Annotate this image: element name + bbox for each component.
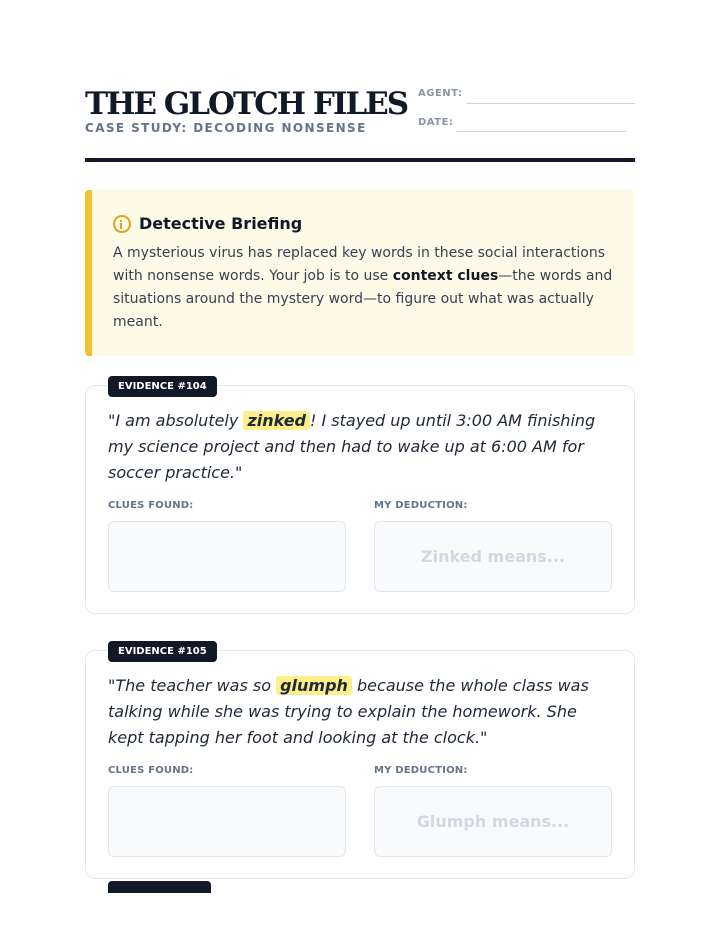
evidence-card xyxy=(85,381,635,614)
evidence-quote xyxy=(108,673,608,751)
agent-label: AGENT: xyxy=(418,88,463,99)
deduction-label: MY DEDUCTION: xyxy=(374,765,468,776)
clues-label: CLUES FOUND: xyxy=(108,765,194,776)
detective-briefing xyxy=(85,190,635,356)
clues-input[interactable] xyxy=(108,786,346,857)
date-label: DATE: xyxy=(418,117,454,128)
evidence-tag: EVIDENCE #105 xyxy=(108,641,217,662)
quote-text: "I am absolutely xyxy=(108,411,244,430)
quote-text: because the whole class was talking while she was trying to explain the homework. She kept tapping her foot and looking at the clock." xyxy=(108,676,589,747)
deduction-input[interactable]: Zinked means... xyxy=(374,521,612,592)
evidence-tag: EVIDENCE #104 xyxy=(108,376,217,397)
info-icon xyxy=(113,215,131,233)
date-field[interactable] xyxy=(457,131,626,132)
briefing-title: Detective Briefing xyxy=(139,214,303,233)
worksheet-header xyxy=(85,86,635,162)
page-title: THE GLOTCH FILES xyxy=(85,86,408,122)
briefing-text-part: A mysterious virus has replaced key words in these social interactions with nonsense words. Your job is to use xyxy=(113,245,606,284)
evidence-quote xyxy=(108,408,608,486)
briefing-text-part: —the words and situations around the mystery word—to figure out what was actually meant. xyxy=(113,268,613,330)
deduction-label: MY DEDUCTION: xyxy=(374,500,468,511)
quote-text: "The teacher was so xyxy=(108,676,277,695)
briefing-text xyxy=(113,242,623,334)
clues-label: CLUES FOUND: xyxy=(108,500,194,511)
briefing-key-term: context clues xyxy=(392,268,499,284)
clues-input[interactable] xyxy=(108,521,346,592)
mystery-word: zinked xyxy=(243,411,310,430)
quote-text: ! I stayed up until 3:00 AM finishing my science project and then had to wake up at 6:00 AM for soccer practice." xyxy=(108,411,596,482)
page-subtitle: CASE STUDY: DECODING NONSENSE xyxy=(85,121,367,135)
deduction-input[interactable]: Glumph means... xyxy=(374,786,612,857)
header-divider xyxy=(85,158,635,162)
briefing-heading xyxy=(113,214,302,233)
evidence-card xyxy=(85,646,635,879)
agent-field[interactable] xyxy=(466,103,635,104)
next-evidence-tag xyxy=(108,881,211,893)
mystery-word: glumph xyxy=(276,676,352,695)
